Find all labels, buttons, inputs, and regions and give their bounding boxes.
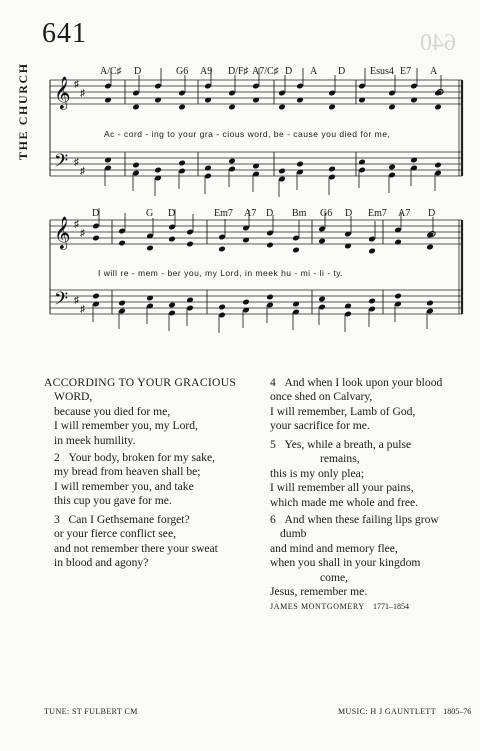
music-credit	[338, 707, 471, 716]
chord-symbol: Bm	[292, 208, 307, 219]
verse-line: remains,	[320, 452, 360, 466]
author-dates: 1771–1854	[373, 602, 410, 611]
verse-1-title: ACCORDING TO YOUR GRACIOUS	[44, 376, 237, 389]
verse-1	[44, 376, 236, 448]
chord-symbol: A/C♯	[100, 66, 122, 77]
note-head	[388, 104, 396, 111]
verse-number: 5	[270, 438, 276, 451]
note-head	[388, 164, 396, 171]
note-head	[218, 304, 226, 311]
verse-2	[54, 451, 215, 509]
verse-5	[270, 438, 418, 510]
sharp-sign: ♯	[74, 295, 79, 306]
verse-number: 6	[270, 513, 276, 526]
verse-line: and not remember there your sweat	[54, 541, 218, 555]
verse-line: I will remember you, my Lord,	[54, 419, 198, 433]
verse-number: 3	[54, 513, 60, 526]
verse-line: I will remember all your pains,	[270, 481, 414, 495]
note-head	[228, 104, 236, 111]
chord-symbol: A7	[244, 208, 257, 219]
note-head	[434, 162, 442, 169]
chord-symbol: D	[266, 208, 274, 219]
note-head	[328, 104, 336, 111]
music-score	[0, 0, 480, 340]
chord-symbol: D	[338, 66, 346, 77]
sharp-sign: ♯	[74, 157, 79, 168]
note-head	[168, 236, 176, 243]
verse-line: because you died for me,	[54, 404, 171, 418]
chord-symbol: Em7	[214, 208, 233, 219]
note-head	[368, 248, 376, 255]
chord-symbol: G6	[320, 208, 333, 219]
verse-line: my bread from heaven shall be;	[54, 465, 201, 479]
sharp-sign: ♯	[80, 88, 85, 99]
verse-line: which made me whole and free.	[270, 495, 419, 509]
verse-3	[54, 513, 218, 571]
chord-symbol: A7	[398, 208, 411, 219]
note-head	[132, 162, 140, 169]
sharp-sign: ♯	[74, 219, 79, 230]
chord-symbol: D	[285, 66, 293, 77]
composer: MUSIC: H J GAUNTLETT	[338, 707, 436, 716]
sharp-sign: ♯	[80, 166, 85, 177]
chord-symbol: A7/C♯	[252, 66, 279, 77]
verse-number: 4	[270, 376, 276, 389]
sharp-sign: ♯	[74, 79, 79, 90]
chord-symbol: A	[310, 66, 318, 77]
note-head	[296, 161, 304, 168]
note-head	[266, 242, 274, 249]
note-head	[118, 240, 126, 247]
treble-clef: 𝄞	[54, 216, 71, 249]
verse-first-line: And when I look upon your blood	[284, 376, 443, 389]
note-head	[394, 293, 402, 300]
tune-name: TUNE: ST FULBERT CM	[44, 707, 138, 716]
verse-number: 2	[54, 451, 60, 464]
chord-symbol: E7	[400, 66, 412, 77]
note-head	[92, 293, 100, 300]
sharp-sign: ♯	[80, 304, 85, 315]
verse-line: come,	[320, 570, 349, 584]
note-head	[426, 244, 434, 251]
lyric-line-2: I will re - mem - ber you, my Lord, in meek hu - mi - li - ty.	[98, 268, 344, 278]
note-head	[154, 167, 162, 174]
note-head	[278, 104, 286, 111]
verse-4	[270, 376, 442, 434]
verse-line: your sacrifice for me.	[270, 419, 370, 433]
chord-symbol: D	[428, 208, 436, 219]
note-head	[228, 158, 236, 165]
verse-line	[270, 438, 418, 452]
bleed-through-number: 640	[420, 30, 456, 56]
verse-line: WORD,	[54, 390, 93, 404]
chord-symbol: A	[430, 66, 438, 77]
verse-line: and mind and memory flee,	[270, 541, 398, 555]
note-head	[426, 300, 434, 307]
verse-line	[270, 376, 442, 390]
note-head	[186, 241, 194, 248]
verse-line: when you shall in your kingdom	[270, 556, 421, 570]
note-head	[92, 235, 100, 242]
note-head	[218, 246, 226, 253]
note-head	[328, 166, 336, 173]
verse-line: this cup you gave for me.	[54, 494, 172, 508]
section-label-text: THE CHURCH	[16, 62, 30, 160]
bass-clef: 𝄢	[54, 151, 69, 176]
chord-symbol: G6	[176, 66, 189, 77]
verse-line: in blood and agony?	[54, 556, 149, 570]
verse-line: in meek humility.	[54, 433, 136, 447]
note-head	[292, 247, 300, 254]
verse-line	[54, 513, 218, 527]
note-head	[178, 104, 186, 111]
note-head	[434, 104, 442, 111]
author-attribution	[270, 602, 409, 611]
chord-symbol: D	[92, 208, 100, 219]
note-head	[368, 298, 376, 305]
note-head	[318, 238, 326, 245]
bass-clef: 𝄢	[54, 289, 69, 314]
chord-symbol: A9	[200, 66, 213, 77]
note-head	[242, 299, 250, 306]
verse-line: once shed on Calvary,	[270, 390, 373, 404]
chord-symbol: D	[168, 208, 176, 219]
hymn-number: 641	[42, 18, 87, 49]
chord-symbol: G	[146, 208, 154, 219]
chord-symbol: Esus4	[370, 66, 394, 77]
note-head	[278, 168, 286, 175]
verse-first-line: And when these failing lips grow	[284, 513, 439, 526]
lyric-line-1: Ac - cord - ing to your gra - cious word, be - cause you died for me,	[104, 129, 391, 139]
verse-line: dumb	[280, 527, 307, 541]
chord-symbol: D/F♯	[228, 66, 249, 77]
note-head	[168, 302, 176, 309]
verse-line: Jesus, remember me.	[270, 585, 368, 599]
verse-line: I will remember you, and take	[54, 479, 194, 493]
chord-symbol: Em7	[368, 208, 387, 219]
verse-first-line: Yes, while a breath, a pulse	[284, 438, 412, 451]
note-head	[318, 296, 326, 303]
verse-6	[270, 513, 439, 599]
chord-symbol: D	[134, 66, 142, 77]
verse-first-line: Can I Gethsemane forget?	[68, 513, 190, 526]
note-head	[146, 245, 154, 252]
verse-line: or your fierce conflict see,	[54, 527, 176, 541]
note-head	[118, 300, 126, 307]
composer-dates: 1805–76	[443, 707, 472, 716]
verse-line: I will remember, Lamb of God,	[270, 404, 416, 418]
verse-line: this is my only plea;	[270, 466, 365, 480]
sharp-sign: ♯	[80, 228, 85, 239]
verse-first-line: Your body, broken for my sake,	[68, 451, 216, 464]
treble-clef: 𝄞	[54, 76, 71, 109]
author-name: JAMES MONTGOMERY	[270, 602, 365, 611]
note-head	[178, 160, 186, 167]
note-head	[132, 104, 140, 111]
chord-symbol: D	[345, 208, 353, 219]
verse-line	[54, 451, 215, 465]
verse-line	[270, 513, 439, 527]
note-head	[266, 294, 274, 301]
